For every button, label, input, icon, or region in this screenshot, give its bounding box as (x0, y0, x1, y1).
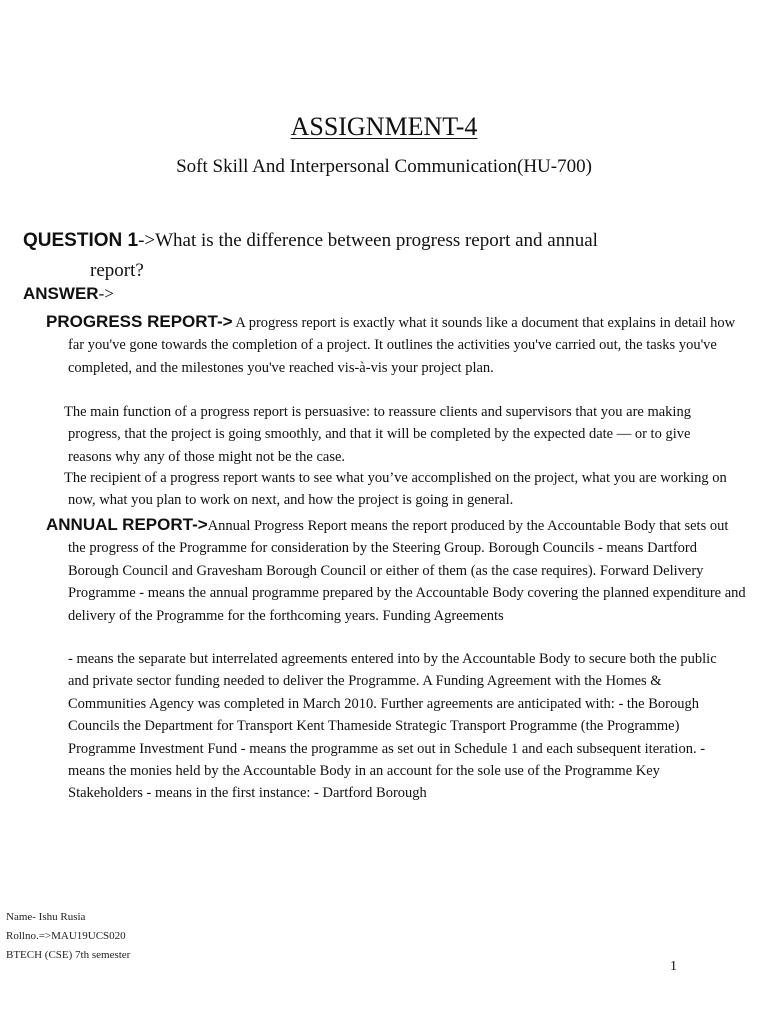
annual-report-heading: ANNUAL REPORT-> (46, 515, 208, 534)
footer-rollno: Rollno.=>MAU19UCS020 (6, 930, 126, 942)
question-text-line1: What is the difference between progress report and annual (155, 230, 598, 251)
footer-course: BTECH (CSE) 7th semester (6, 949, 131, 961)
footer-name: Name- Ishu Rusia (6, 911, 86, 923)
progress-report-paragraph-2: The main function of a progress report is persuasive: to reassure clients and supervisors that you are making progress, that the project is going smoothly, and that it will be completed by the expected date — or to give reasons why any of those might not be the case. (64, 404, 691, 465)
annual-report-paragraph-1 (46, 514, 746, 627)
progress-report-paragraph-3: The recipient of a progress report wants to see what you’ve accomplished on the project, what you are working on now, what you plan to work on next, and how the project is going in general. (64, 470, 727, 509)
question-text-line2: report? (90, 260, 144, 281)
document-title: ASSIGNMENT-4 (290, 112, 478, 141)
document-subtitle: Soft Skill And Interpersonal Communication(HU-700) (176, 156, 592, 177)
annual-report-paragraph-2: - means the separate but interrelated agreements entered into by the Accountable Body to secure both the public and private sector funding needed to deliver the Programme. A Funding Agreement with the Homes & Communities Agency was completed in March 2010. Further agreements are anticipated with: - the Borough Councils the Department for Transport Kent Thameside Strategic Transport Programme (the Programme) Programme Investment Fund - means the programme as set out in Schedule 1 and each subsequent iteration. - means the monies held by the Accountable Body in an account for the sole use of the Programme Key Stakeholders - means in the first instance: - Dartford Borough (68, 651, 717, 802)
page-number: 1 (670, 959, 677, 974)
question-label: QUESTION 1 (23, 230, 139, 251)
progress-report-text-1: A progress report is exactly what it sounds like a document that explains in detail how far you've gone towards the completion of a project. It outlines the activities you've carried out, the tasks you've completed, and the milestones you've reached vis-à-vis your project plan. (68, 315, 736, 376)
progress-report-paragraph-1 (46, 311, 738, 379)
annual-report-text-1: Annual Progress Report means the report produced by the Accountable Body that sets out the progress of the Programme for consideration by the Steering Group. Borough Councils - means Dartford Borough Council and Gravesham Borough Council or either of them (as the case requires). Forward Delivery Programme - means the annual programme prepared by the Accountable Body covering the planned expenditure and delivery of the Programme for the forthcoming years. Funding Agreements (68, 518, 746, 624)
question-arrow: -> (138, 230, 156, 251)
answer-label: ANSWER (23, 284, 99, 303)
question-block (23, 226, 743, 286)
answer-arrow: -> (98, 284, 114, 303)
progress-report-heading: PROGRESS REPORT-> (46, 312, 233, 331)
footer-info (6, 908, 130, 965)
answer-label-block (23, 284, 114, 304)
